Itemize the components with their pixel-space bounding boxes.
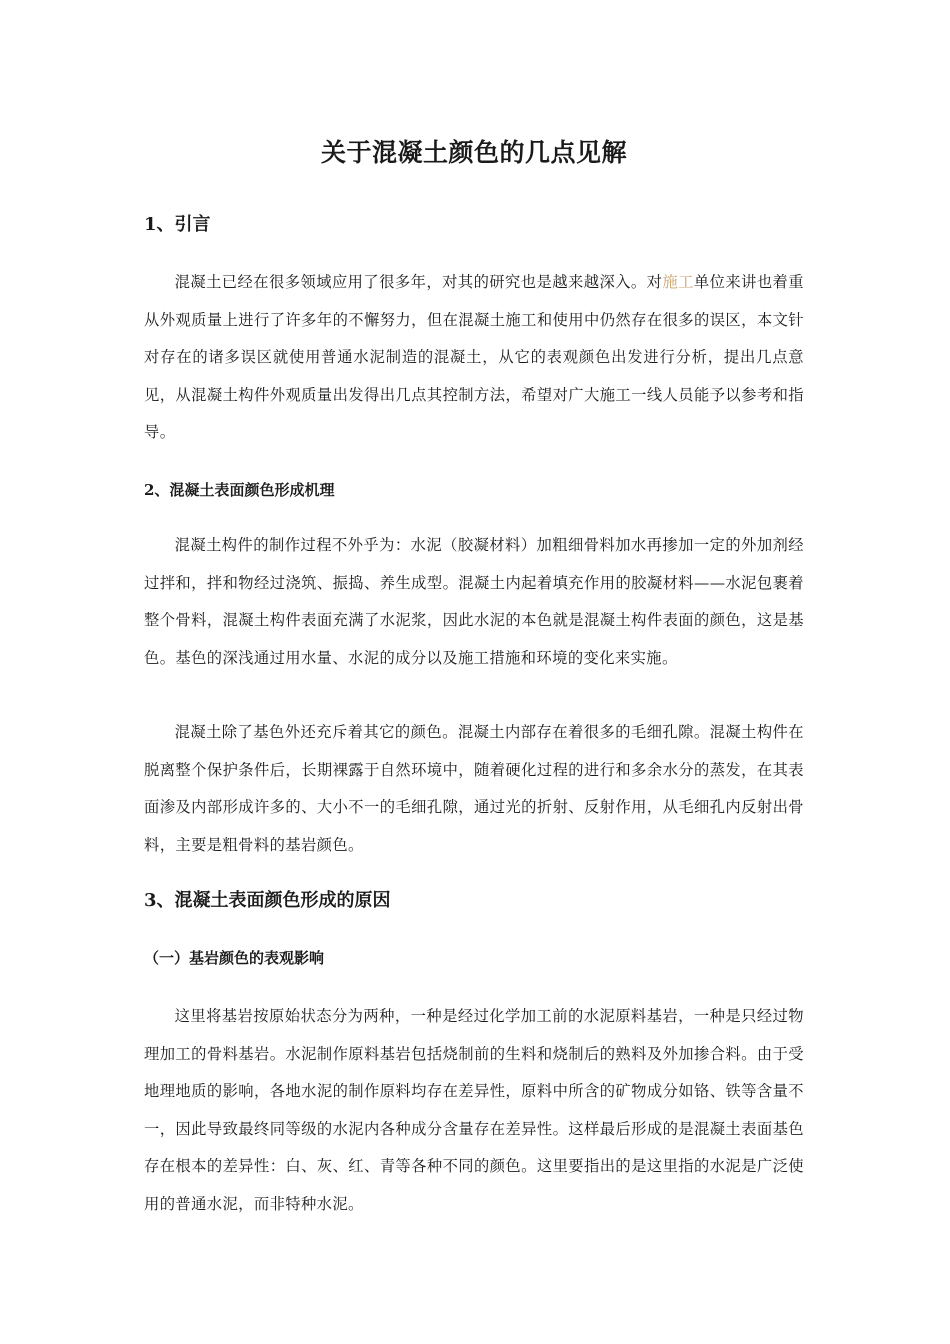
section-3-heading: 3、混凝土表面颜色形成的原因: [144, 890, 391, 911]
paragraph-text: 单位来讲也着重从外观质量上进行了许多年的不懈努力，但在混凝土施工和使用中仍然存在很多的误区，本文针对存在的诸多误区就使用普通水泥制造的混凝土，从它的表观颜色出发进行分析，提出几点意见，从混凝土构件外观质量出发得出几点其控制方法，希望对广大施工一线人员能予以参考和指导。: [144, 273, 804, 442]
section-3-paragraph-1: 这里将基岩按原始状态分为两种，一种是经过化学加工前的水泥原料基岩，一种是只经过物理加工的骨料基岩。水泥制作原料基岩包括烧制前的生料和烧制后的熟料及外加掺合料。由于受地理地质的影响，各地水泥的制作原料均存在差异性，原料中所含的矿物成分如铬、铁等含量不一，因此导致最终同等级的水泥内各种成分含量存在差异性。这样最后形成的是混凝土表面基色存在根本的差异性：白、灰、红、青等各种不同的颜色。这里要指出的是这里指的水泥是广泛使用的普通水泥，而非特种水泥。: [144, 1007, 804, 1213]
document-title: 关于混凝土颜色的几点见解: [320, 138, 627, 167]
highlight-link[interactable]: 施工: [662, 273, 694, 291]
section-1-heading: 1、引言: [144, 214, 211, 235]
paragraph-text: 混凝土已经在很多领域应用了很多年，对其的研究也是越来越深入。对: [174, 273, 663, 291]
section-1-paragraph: [144, 264, 804, 452]
section-3-subheading: （一）基岩颜色的表观影响: [144, 949, 325, 967]
section-2-heading: 2、混凝土表面颜色形成机理: [144, 481, 335, 499]
section-2-paragraph-2: 混凝土除了基色外还充斥着其它的颜色。混凝土内部存在着很多的毛细孔隙。混凝土构件在脱离整个保护条件后，长期裸露于自然环境中，随着硬化过程的进行和多余水分的蒸发，在其表面渗及内部形成许多的、大小不一的毛细孔隙，通过光的折射、反射作用，从毛细孔内反射出骨料，主要是粗骨料的基岩颜色。: [144, 723, 804, 854]
section-2-paragraph-1: 混凝土构件的制作过程不外乎为：水泥（胶凝材料）加粗细骨料加水再掺加一定的外加剂经过拌和，拌和物经过浇筑、振捣、养生成型。混凝土内起着填充作用的胶凝材料——水泥包裹着整个骨料，混凝土构件表面充满了水泥浆，因此水泥的本色就是混凝土构件表面的颜色，这是基色。基色的深浅通过用水量、水泥的成分以及施工措施和环境的变化来实施。: [144, 536, 804, 667]
